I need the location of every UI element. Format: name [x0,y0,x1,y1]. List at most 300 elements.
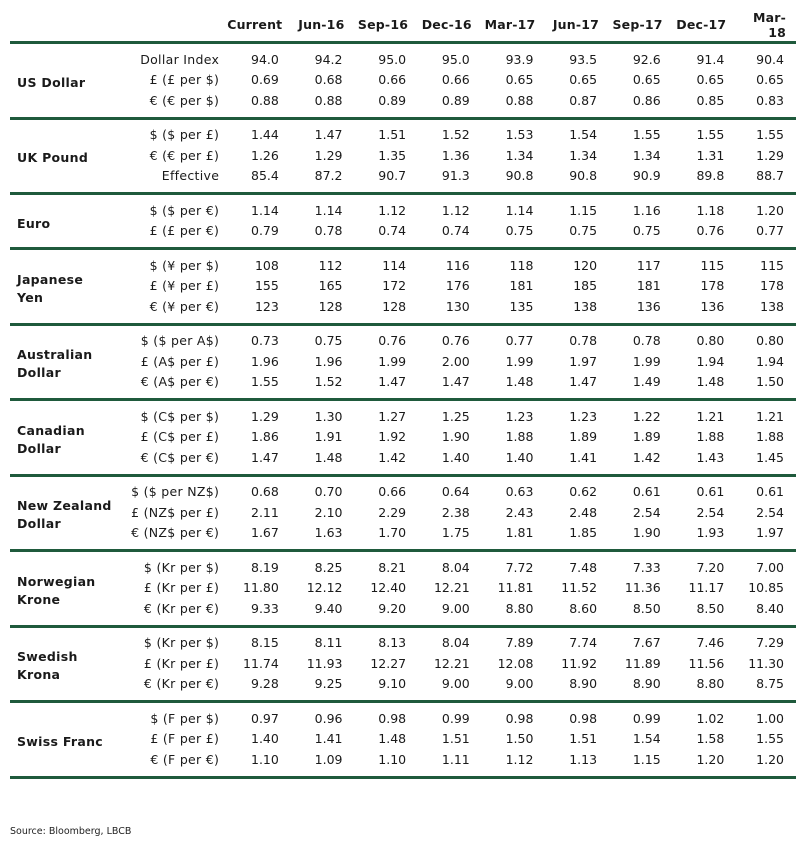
table-row [10,447,796,475]
measure-label: £ (C$ per £) [140,429,220,445]
rate-value: 1.14 [251,202,279,218]
column-header: Mar-18 [752,9,786,40]
rate-value: 9.33 [251,600,279,616]
rate-value: 112 [318,257,343,273]
rate-value: 1.48 [314,449,343,465]
rate-value: 0.66 [378,484,407,500]
measure-label: € (¥ per €) [149,298,220,314]
header-blank [10,8,113,43]
table-row [10,296,796,324]
measure-label: € (Kr per €) [143,676,220,692]
measure-label: $ (Kr per $) [143,559,220,575]
rate-value: 8.60 [569,600,598,616]
rate-value: 0.76 [441,333,470,349]
rate-value: 90.9 [632,168,661,184]
rate-value: 9.25 [314,676,343,692]
rate-value: 1.12 [378,202,407,218]
rate-value: 0.96 [314,710,343,726]
rate-value: 12.12 [306,580,343,596]
rate-value: 128 [318,298,343,314]
rate-value: 8.21 [378,559,407,575]
rate-value: 0.75 [569,223,598,239]
rate-value: 1.93 [696,525,725,541]
rate-value: 8.90 [632,676,661,692]
rate-value: 0.66 [378,72,407,88]
table-row [10,145,796,166]
rate-value: 1.14 [314,202,343,218]
rate-value: 1.90 [632,525,661,541]
rate-value: 1.70 [378,525,407,541]
rate-value: 1.94 [756,353,784,369]
column-header: Sep-17 [612,17,663,32]
rate-value: 1.27 [378,408,407,424]
rate-value: 1.55 [696,127,725,143]
rate-value: 8.80 [505,600,534,616]
rate-value: 90.4 [756,51,784,67]
currency-label: Japanese Yen [17,271,84,305]
rate-value: 181 [509,278,534,294]
rate-value: 1.99 [505,353,534,369]
rate-value: 115 [760,257,784,273]
rate-value: 94.0 [251,51,279,67]
measure-label: Effective [161,168,220,184]
table-row [10,598,796,626]
currency-label: Swiss Franc [17,733,104,749]
rate-value: 1.12 [505,751,534,767]
rate-value: 1.92 [378,429,407,445]
rate-value: 0.97 [251,710,279,726]
measure-label: $ (¥ per $) [149,257,220,273]
rate-value: 0.98 [569,710,598,726]
rate-value: 11.80 [243,580,279,596]
rate-value: 11.93 [306,655,343,671]
table-row [10,523,796,551]
table-row [10,427,796,448]
table-row [10,729,796,750]
table-row [10,194,796,221]
rate-value: 87.2 [314,168,343,184]
rate-value: 2.38 [441,504,470,520]
rate-value: 1.88 [696,429,725,445]
rate-value: 185 [573,278,598,294]
currency-label: UK Pound [17,150,89,166]
rate-value: 1.47 [569,374,598,390]
rate-value: 1.47 [251,449,279,465]
column-header: Sep-16 [357,17,409,32]
measure-label: $ ($ per €) [149,202,220,218]
rate-value: 12.21 [433,655,470,671]
rate-value: 1.44 [251,127,279,143]
rate-value: 1.16 [632,202,661,218]
rate-value: 1.21 [756,408,784,424]
rate-value: 114 [382,257,407,273]
rate-value: 1.20 [696,751,725,767]
column-header: Jun-16 [298,17,345,32]
rate-value: 91.4 [696,51,725,67]
table-row [10,502,796,523]
rate-value: 1.52 [314,374,343,390]
rate-value: 0.74 [441,223,470,239]
rate-value: 0.79 [251,223,279,239]
rate-value: 8.40 [756,600,784,616]
rate-value: 0.61 [756,484,784,500]
rate-value: 2.29 [378,504,407,520]
rate-value: 0.69 [251,72,279,88]
rate-value: 85.4 [251,168,279,184]
rate-value: 176 [445,278,470,294]
rate-value: 0.98 [505,710,534,726]
rate-value: 1.96 [314,353,343,369]
rate-value: 0.62 [569,484,598,500]
measure-label: € (Kr per €) [143,600,220,616]
rate-value: 2.48 [569,504,598,520]
rate-value: 1.45 [756,449,784,465]
rate-value: 1.89 [569,429,598,445]
rate-value: 1.97 [569,353,598,369]
table-row [10,551,796,578]
rate-value: 0.63 [505,484,534,500]
rate-value: 12.08 [497,655,534,671]
rate-value: 8.04 [441,635,470,651]
rate-value: 1.29 [251,408,279,424]
currency-label: Euro [17,215,51,231]
measure-label: Dollar Index [140,51,220,67]
table-row [10,400,796,427]
rate-value: 11.36 [624,580,661,596]
rate-value: 1.48 [505,374,534,390]
rate-value: 1.36 [441,147,470,163]
rate-value: 181 [636,278,661,294]
rate-value: 0.88 [314,92,343,108]
rate-value: 1.20 [756,202,784,218]
rate-value: 0.75 [314,333,343,349]
rate-value: 0.65 [505,72,534,88]
rate-value: 0.77 [756,223,784,239]
rate-value: 1.49 [632,374,661,390]
table-row [10,674,796,702]
rate-value: 1.51 [441,731,470,747]
rate-value: 2.54 [696,504,725,520]
rate-value: 0.78 [569,333,598,349]
rate-value: 8.11 [314,635,343,651]
rate-value: 0.89 [441,92,470,108]
measure-label: £ (F per £) [150,731,220,747]
rate-value: 0.88 [505,92,534,108]
rate-value: 1.34 [632,147,661,163]
rate-value: 9.00 [505,676,534,692]
rate-value: 7.00 [756,559,784,575]
table-row [10,43,796,70]
rate-value: 95.0 [441,51,470,67]
rate-value: 136 [636,298,661,314]
rate-value: 0.68 [314,72,343,88]
table-row [10,475,796,502]
rate-value: 9.00 [441,600,470,616]
rate-value: 8.25 [314,559,343,575]
rate-value: 1.29 [314,147,343,163]
rate-value: 1.99 [632,353,661,369]
rate-value: 117 [636,257,661,273]
rate-value: 1.21 [696,408,725,424]
rate-value: 12.27 [370,655,407,671]
rate-value: 1.96 [251,353,279,369]
rate-value: 1.31 [696,147,725,163]
rate-value: 95.0 [378,51,407,67]
rate-value: 0.98 [378,710,407,726]
rate-value: 0.85 [696,92,725,108]
measure-label: £ (£ per €) [149,223,220,239]
table-row [10,372,796,400]
rate-value: 11.74 [243,655,279,671]
rate-value: 90.8 [505,168,534,184]
rate-value: 1.55 [756,127,784,143]
rate-value: 172 [382,278,407,294]
rate-value: 1.55 [251,374,279,390]
rate-value: 1.40 [505,449,534,465]
rate-value: 0.99 [632,710,661,726]
rate-value: 1.41 [569,449,598,465]
rate-value: 0.65 [632,72,661,88]
rate-value: 1.35 [378,147,407,163]
rate-value: 0.65 [569,72,598,88]
measure-label: $ (C$ per $) [140,408,220,424]
rate-value: 7.74 [569,635,598,651]
rate-value: 1.63 [314,525,343,541]
rate-value: 11.89 [624,655,661,671]
rate-value: 2.11 [251,504,279,520]
rate-value: 1.51 [378,127,407,143]
column-header: Current [227,17,283,32]
rate-value: 0.66 [441,72,470,88]
rate-value: 0.75 [505,223,534,239]
rate-value: 2.43 [505,504,534,520]
rate-value: 1.53 [505,127,534,143]
table-row [10,276,796,297]
table-row [10,70,796,91]
measure-label: £ (£ per $) [149,72,220,88]
rate-value: 0.80 [756,333,784,349]
measure-label: $ (F per $) [150,710,220,726]
currency-label: Canadian Dollar [17,422,85,456]
measure-label: £ (NZ$ per £) [131,504,220,520]
rate-value: 0.99 [441,710,470,726]
rate-value: 1.52 [441,127,470,143]
rate-value: 1.18 [696,202,725,218]
rate-value: 120 [573,257,598,273]
table-row [10,653,796,674]
rate-value: 135 [509,298,534,314]
rate-value: 7.48 [569,559,598,575]
currency-label: Australian Dollar [17,347,93,381]
rate-value: 1.97 [756,525,784,541]
rate-value: 1.23 [505,408,534,424]
rate-value: 1.30 [314,408,343,424]
rate-value: 178 [700,278,725,294]
table-row [10,166,796,194]
rate-value: 7.29 [756,635,784,651]
rate-value: 90.7 [378,168,407,184]
rate-value: 8.80 [696,676,725,692]
rate-value: 11.81 [497,580,534,596]
rate-value: 2.54 [632,504,661,520]
rate-value: 2.54 [756,504,784,520]
rate-value: 116 [445,257,470,273]
measure-label: $ (Kr per $) [143,635,220,651]
rate-value: 128 [382,298,407,314]
rate-value: 138 [573,298,598,314]
rate-value: 1.23 [569,408,598,424]
rate-value: 108 [254,257,279,273]
rate-value: 1.15 [569,202,598,218]
table-row [10,626,796,653]
rate-value: 0.64 [441,484,470,500]
table-row [10,90,796,118]
rate-value: 0.78 [632,333,661,349]
rate-value: 1.55 [632,127,661,143]
rate-value: 1.85 [569,525,598,541]
currency-label: New Zealand Dollar [17,498,112,532]
rate-value: 1.09 [314,751,343,767]
table-row [10,702,796,729]
source-note: Source: Bloomberg, LBCB [10,826,132,837]
rate-value: 1.88 [505,429,534,445]
rate-value: 9.40 [314,600,343,616]
rate-value: 1.14 [505,202,534,218]
rate-value: 1.50 [756,374,784,390]
rate-value: 0.61 [696,484,725,500]
rate-value: 93.9 [505,51,534,67]
rate-value: 0.74 [378,223,407,239]
rate-value: 1.15 [632,751,661,767]
measure-label: £ (Kr per £) [143,580,220,596]
measure-label: € (C$ per €) [140,449,220,465]
currency-label: US Dollar [17,74,86,90]
rate-value: 1.99 [378,353,407,369]
rate-value: 92.6 [632,51,661,67]
rate-value: 115 [700,257,725,273]
measure-label: $ ($ per £) [149,127,220,143]
rate-value: 0.76 [378,333,407,349]
rate-value: 11.92 [561,655,598,671]
rate-value: 89.8 [696,168,725,184]
rate-value: 0.61 [632,484,661,500]
measure-label: $ ($ per A$) [140,333,220,349]
rate-value: 1.02 [696,710,725,726]
rate-value: 93.5 [569,51,598,67]
rate-value: 11.52 [561,580,598,596]
table-row [10,351,796,372]
rate-value: 1.54 [569,127,598,143]
table-row [10,221,796,249]
rate-value: 138 [760,298,784,314]
rate-value: 7.89 [505,635,534,651]
rate-value: 11.30 [748,655,784,671]
rate-value: 0.77 [505,333,534,349]
rate-value: 1.20 [756,751,784,767]
rate-value: 1.67 [251,525,279,541]
rate-value: 8.19 [251,559,279,575]
rate-value: 0.83 [756,92,784,108]
rate-value: 1.50 [505,731,534,747]
rate-value: 0.78 [314,223,343,239]
rate-value: 88.7 [756,168,784,184]
measure-label: £ (¥ per £) [149,278,220,294]
measure-label: $ ($ per NZ$) [131,484,220,500]
rate-value: 9.20 [378,600,407,616]
table-row [10,249,796,276]
rate-value: 1.10 [378,751,407,767]
rate-value: 0.68 [251,484,279,500]
rate-value: 1.81 [505,525,534,541]
rate-value: 11.56 [688,655,725,671]
measure-label: £ (A$ per £) [140,353,220,369]
rate-value: 10.85 [748,580,784,596]
rate-value: 1.00 [756,710,784,726]
rate-value: 7.20 [696,559,725,575]
rate-value: 1.89 [632,429,661,445]
rate-value: 2.10 [314,504,343,520]
rate-value: 1.88 [756,429,784,445]
rate-value: 1.47 [314,127,343,143]
rate-value: 155 [254,278,279,294]
rate-value: 1.22 [632,408,661,424]
rate-value: 1.43 [696,449,725,465]
rate-value: 7.33 [632,559,661,575]
rate-value: 7.46 [696,635,725,651]
rate-value: 1.94 [696,353,725,369]
rate-value: 118 [509,257,534,273]
column-header: Jun-17 [552,17,600,32]
rate-value: 0.65 [756,72,784,88]
rate-value: 123 [254,298,279,314]
measure-label: £ (Kr per £) [143,655,220,671]
rate-value: 1.11 [441,751,470,767]
rate-value: 0.70 [314,484,343,500]
rate-value: 1.34 [505,147,534,163]
header-row [10,8,796,43]
rate-value: 165 [318,278,343,294]
rate-value: 1.26 [251,147,279,163]
rate-value: 136 [700,298,725,314]
rate-value: 0.73 [251,333,279,349]
rate-value: 1.34 [569,147,598,163]
rate-value: 2.00 [441,353,470,369]
rate-value: 11.17 [688,580,725,596]
rate-value: 1.51 [569,731,598,747]
rate-value: 1.42 [378,449,407,465]
rate-value: 1.90 [441,429,470,445]
rate-value: 8.15 [251,635,279,651]
currency-label: Norwegian Krone [17,573,96,607]
measure-label: € (€ per £) [149,147,220,163]
rate-value: 1.47 [441,374,470,390]
rate-value: 1.54 [632,731,661,747]
rate-value: 8.90 [569,676,598,692]
rate-value: 91.3 [441,168,470,184]
column-header: Dec-16 [421,17,472,32]
measure-label: € (F per €) [150,751,220,767]
rate-value: 0.87 [569,92,598,108]
rate-value: 9.10 [378,676,407,692]
rate-value: 7.72 [505,559,534,575]
rate-value: 1.48 [378,731,407,747]
fx-table [10,8,796,779]
currency-label: Swedish Krona [17,649,78,683]
rate-value: 8.04 [441,559,470,575]
rate-value: 8.50 [696,600,725,616]
rate-value: 1.10 [251,751,279,767]
rate-value: 1.13 [569,751,598,767]
